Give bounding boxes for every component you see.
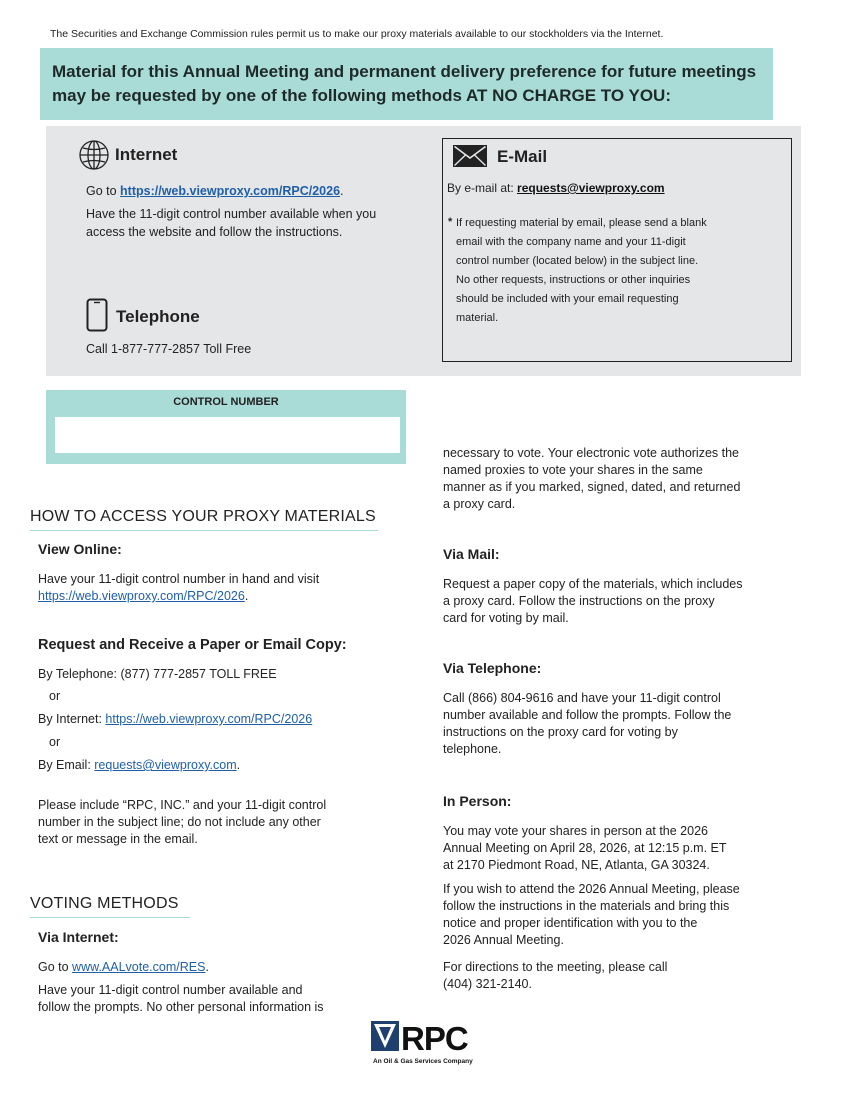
in-person-line: follow the instructions in the materials and bring this [443,899,730,913]
sec-rules-note: The Securities and Exchange Commission rules permit us to make our proxy materials available to our stockholders via the Internet. [50,28,664,40]
voting-section-divider [30,917,190,918]
in-person-line: If you wish to attend the 2026 Annual Meeting, please [443,882,740,896]
control-number-box [46,390,406,464]
request-or-2: or [49,735,61,749]
email-note [456,214,707,328]
in-person-line: You may vote your shares in person at the 2026 [443,824,708,838]
in-person-line: 2026 Annual Meeting. [443,933,564,947]
via-telephone-line: telephone. [443,742,502,756]
in-person-paragraph-3 [443,959,667,993]
telephone-text: Call 1-877-777-2857 Toll Free [86,342,252,356]
request-copy-heading: Request and Receive a Paper or Email Copy: [38,637,347,653]
via-internet-text [38,982,324,1016]
via-internet-continued [443,445,740,513]
in-person-line: (404) 321-2140. [443,977,532,991]
via-telephone-text [443,690,731,758]
email-note-line: If requesting material by email, please send a blank [456,217,707,229]
rpc-logo [371,1021,496,1066]
banner-line-1: Material for this Annual Meeting and permanent delivery preference for future meetings [52,62,757,81]
logo-tagline: An Oil & Gas Services Company [373,1058,473,1065]
logo-wordmark: RPC [401,1021,468,1057]
email-note-line: control number (located below) in the subject line. [456,255,699,267]
in-person-paragraph-1 [443,823,727,874]
access-section-title: HOW TO ACCESS YOUR PROXY MATERIALS [30,508,376,525]
email-by-line [447,181,665,195]
globe-icon [78,139,110,171]
telephone-title: Telephone [116,307,200,326]
via-internet-continued-line: named proxies to vote your shares in the same [443,463,703,477]
in-person-paragraph-2 [443,881,740,949]
envelope-icon [453,145,487,167]
view-online-period: . [244,589,249,603]
email-note-line: material. [456,312,499,324]
view-online-heading: View Online: [38,541,122,557]
via-internet-heading: Via Internet: [38,929,119,945]
via-internet-go-to-label: Go to [38,960,73,974]
request-subject-note [38,797,326,848]
email-by-label: By e-mail at: [447,181,518,195]
request-or-1: or [49,689,61,703]
via-telephone-heading: Via Telephone: [443,660,542,676]
via-mail-line: Request a paper copy of the materials, which includes [443,577,743,591]
view-online-text: Have your 11-digit control number in hand and visit [38,572,320,586]
request-materials-banner [40,48,773,120]
via-telephone-line: number available and follow the prompts. Follow the [443,708,732,722]
request-by-email [38,757,240,774]
subject-note-line: number in the subject line; do not include any other [38,815,321,829]
request-internet-url-link[interactable]: https://web.viewproxy.com/RPC/2026 [105,712,313,726]
internet-line-3: access the website and follow the instructions. [86,225,343,239]
email-note-line: No other requests, instructions or other inquiries [456,274,691,286]
voting-section-title: VOTING METHODS [30,895,179,912]
control-number-field[interactable] [55,417,400,453]
via-internet-period: . [205,960,209,974]
internet-url-link[interactable]: https://web.viewproxy.com/RPC/2026 [120,184,341,198]
via-telephone-line: Call (866) 804-9616 and have your 11-digit control [443,691,721,705]
internet-go-to [86,183,344,200]
in-person-line: For directions to the meeting, please call [443,960,668,974]
via-telephone-line: instructions on the proxy card for voting by [443,725,678,739]
email-note-line: email with the company name and your 11-digit [456,236,686,248]
via-mail-line: a proxy card. Follow the instructions on the proxy [443,594,715,608]
subject-note-line: text or message in the email. [38,832,198,846]
internet-line-2: Have the 11-digit control number available when you [86,207,377,221]
via-mail-line: card for voting by mail. [443,611,569,625]
request-by-email-label: By Email: [38,758,95,772]
in-person-line: at 2170 Piedmont Road, NE, Atlanta, GA 30324. [443,858,710,872]
request-by-telephone: By Telephone: (877) 777-2857 TOLL FREE [38,667,277,681]
email-address-link[interactable]: requests@viewproxy.com [517,181,665,195]
internet-title: Internet [115,145,178,164]
request-email-period: . [236,758,241,772]
email-title: E-Mail [497,147,548,166]
control-number-title: CONTROL NUMBER [173,396,279,408]
via-internet-continued-line: necessary to vote. Your electronic vote authorizes the [443,446,740,460]
via-mail-heading: Via Mail: [443,546,500,562]
internet-go-to-label: Go to [86,184,121,198]
request-email-link[interactable]: requests@viewproxy.com [94,758,237,772]
aalvote-link[interactable]: www.AALvote.com/RES [72,960,206,974]
via-mail-text [443,576,742,627]
via-internet-line: follow the prompts. No other personal information is [38,1000,324,1014]
email-note-line: should be included with your email requesting [456,293,679,305]
via-internet-continued-line: manner as if you marked, signed, dated, and returned [443,480,741,494]
smartphone-icon [86,298,108,332]
view-online-url-line [38,588,248,605]
in-person-line: Annual Meeting on April 28, 2026, at 12:15 p.m. ET [443,841,727,855]
in-person-line: notice and proper identification with you to the [443,916,698,930]
view-online-url-link[interactable]: https://web.viewproxy.com/RPC/2026 [38,589,245,603]
via-internet-continued-line: a proxy card. [443,497,516,511]
in-person-heading: In Person: [443,793,512,809]
internet-period: . [340,184,344,198]
access-section-divider [30,530,378,531]
via-internet-go-to [38,959,209,976]
request-by-internet [38,711,312,728]
subject-note-line: Please include “RPC, INC.” and your 11-digit control [38,798,327,812]
request-by-internet-label: By Internet: [38,712,106,726]
email-note-asterisk: * [448,216,453,228]
banner-line-2: may be requested by one of the following methods AT NO CHARGE TO YOU: [52,86,671,105]
via-internet-line: Have your 11-digit control number available and [38,983,303,997]
